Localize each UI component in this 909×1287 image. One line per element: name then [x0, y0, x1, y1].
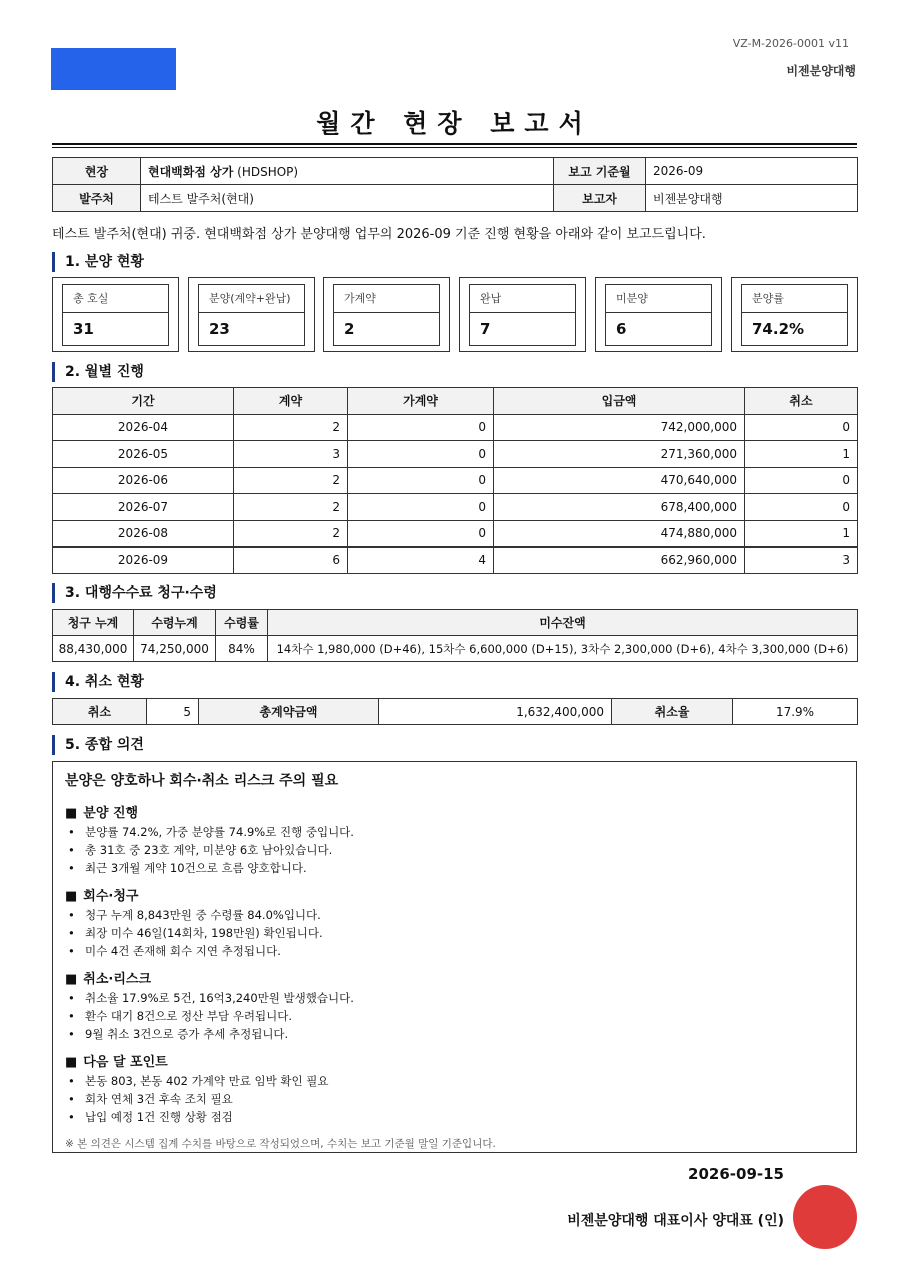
- signature-date: 2026-09-15: [688, 1165, 784, 1183]
- company-name: 비젠분양대행: [786, 64, 856, 78]
- opinion-headline: 분양은 양호하나 회수·취소 리스크 주의 필요: [65, 773, 339, 789]
- cancel-cell: 3: [745, 547, 858, 574]
- total-contract-label: 총계약금액: [199, 699, 379, 725]
- card-value: 6: [605, 312, 712, 346]
- title-divider: [52, 143, 857, 145]
- opinion-list: [65, 823, 844, 877]
- list-item: • 환수 대기 8건으로 정산 부담 우려됩니다.: [65, 1007, 844, 1025]
- period-label: 보고 기준월: [554, 158, 646, 185]
- fee-table: [52, 609, 858, 662]
- cancel-table: [52, 698, 858, 725]
- group-title-text: 다음 달 포인트: [83, 1055, 168, 1070]
- column-header: 수령률: [216, 610, 268, 636]
- provisional-cell: 4: [348, 547, 494, 574]
- monthly-table: [52, 387, 858, 574]
- list-item: • 취소율 17.9%로 5건, 16억3,240만원 발생했습니다.: [65, 989, 844, 1007]
- column-header: 청구 누계: [53, 610, 134, 636]
- card-sales-rate: [731, 277, 858, 352]
- list-item: • 본동 803, 본동 402 가계약 만료 임박 확인 필요: [65, 1072, 844, 1090]
- opinion-list: [65, 989, 844, 1043]
- signature-name: 비젠분양대행 대표이사 양대표 (인): [567, 1213, 784, 1229]
- received-total-cell: 74,250,000: [134, 636, 216, 662]
- card-value: 31: [62, 312, 169, 346]
- column-header: 기간: [53, 388, 234, 415]
- group-title-text: 취소·리스크: [83, 972, 152, 987]
- provisional-cell: 0: [348, 414, 494, 441]
- section-title-cancel: 4. 취소 현황: [52, 672, 144, 692]
- table-row: [53, 414, 858, 441]
- column-header: 가계약: [348, 388, 494, 415]
- list-item: • 최장 미수 46일(14회차, 198만원) 확인됩니다.: [65, 924, 844, 942]
- card-label: 미분양: [605, 284, 712, 312]
- cancel-count-label: 취소: [53, 699, 147, 725]
- contract-cell: 2: [234, 520, 348, 547]
- card-value: 23: [198, 312, 305, 346]
- deposit-cell: 662,960,000: [494, 547, 745, 574]
- table-row: [53, 467, 858, 494]
- list-item: • 회차 연체 3건 후속 조치 필요: [65, 1090, 844, 1108]
- card-label: 분양률: [741, 284, 848, 312]
- card-provisional: [323, 277, 450, 352]
- card-label: 가계약: [333, 284, 440, 312]
- provisional-cell: 0: [348, 441, 494, 468]
- client-label: 발주처: [53, 185, 141, 212]
- opinion-list: [65, 906, 844, 960]
- info-table: [52, 157, 858, 212]
- table-row: [53, 520, 858, 547]
- list-item: • 청구 누계 8,843만원 중 수령률 84.0%입니다.: [65, 906, 844, 924]
- list-item: • 최근 3개월 계약 10건으로 흐름 양호합니다.: [65, 859, 844, 877]
- outstanding-cell: 14차수 1,980,000 (D+46), 15차수 6,600,000 (D+15), 3차수 2,300,000 (D+6), 4차수 3,300,000 (D+6): [268, 636, 858, 662]
- section-title-opinion: 5. 종합 의견: [52, 735, 144, 755]
- reporter-label: 보고자: [554, 185, 646, 212]
- cancel-cell: 0: [745, 494, 858, 521]
- section-title-sales: 1. 분양 현황: [52, 252, 144, 272]
- deposit-cell: 271,360,000: [494, 441, 745, 468]
- list-item: • 납입 예정 1건 진행 상황 점검: [65, 1108, 844, 1126]
- opinion-group-title: [65, 1051, 844, 1070]
- card-label: 완납: [469, 284, 576, 312]
- cancel-cell: 0: [745, 467, 858, 494]
- group-title-text: 회수·청구: [83, 889, 139, 904]
- table-row: [53, 636, 858, 662]
- section-title-monthly: 2. 월별 진행: [52, 362, 144, 382]
- period-cell: 2026-05: [53, 441, 234, 468]
- contract-cell: 2: [234, 414, 348, 441]
- column-header: 미수잔액: [268, 610, 858, 636]
- opinion-box: [52, 761, 857, 1153]
- column-header: 취소: [745, 388, 858, 415]
- provisional-cell: 0: [348, 467, 494, 494]
- billed-total-cell: 88,430,000: [53, 636, 134, 662]
- list-item: • 미수 4건 존재해 회수 지연 추정됩니다.: [65, 942, 844, 960]
- card-value: 7: [469, 312, 576, 346]
- total-contract-value: 1,632,400,000: [379, 699, 612, 725]
- column-header: 계약: [234, 388, 348, 415]
- provisional-cell: 0: [348, 520, 494, 547]
- group-title-text: 분양 진행: [83, 806, 139, 821]
- card-label: 총 호실: [62, 284, 169, 312]
- page-title: 월간 현장 보고서: [316, 109, 593, 138]
- period-cell: 2026-08: [53, 520, 234, 547]
- deposit-cell: 742,000,000: [494, 414, 745, 441]
- opinion-list: [65, 1072, 844, 1126]
- deposit-cell: 678,400,000: [494, 494, 745, 521]
- card-unsold: [595, 277, 722, 352]
- receipt-rate-cell: 84%: [216, 636, 268, 662]
- period-cell: 2026-07: [53, 494, 234, 521]
- card-label: 분양(계약+완납): [198, 284, 305, 312]
- client-value: 테스트 발주처(현대): [141, 185, 554, 212]
- square-bullet-icon: ■: [65, 1055, 78, 1070]
- column-header: 수령누계: [134, 610, 216, 636]
- period-cell: 2026-09: [53, 547, 234, 574]
- title-divider-thin: [52, 147, 857, 148]
- contract-cell: 2: [234, 494, 348, 521]
- site-value: [141, 158, 554, 185]
- list-item: • 총 31호 중 23호 계약, 미분양 6호 남아있습니다.: [65, 841, 844, 859]
- cancel-cell: 1: [745, 520, 858, 547]
- card-paid-full: [459, 277, 586, 352]
- table-row: [53, 494, 858, 521]
- square-bullet-icon: ■: [65, 972, 78, 987]
- period-cell: 2026-06: [53, 467, 234, 494]
- section-title-fee: 3. 대행수수료 청구·수령: [52, 583, 217, 603]
- table-row: [53, 441, 858, 468]
- contract-cell: 6: [234, 547, 348, 574]
- opinion-group-title: [65, 802, 844, 821]
- sales-cards: [52, 277, 857, 352]
- site-name: 현대백화점 상가: [148, 164, 234, 179]
- seal-stamp: [793, 1185, 857, 1249]
- square-bullet-icon: ■: [65, 806, 78, 821]
- cancel-rate-value: 17.9%: [733, 699, 858, 725]
- table-row: [53, 547, 858, 574]
- cancel-cell: 1: [745, 441, 858, 468]
- column-header: 입금액: [494, 388, 745, 415]
- period-value: 2026-09: [646, 158, 858, 185]
- card-value: 2: [333, 312, 440, 346]
- intro-text: 테스트 발주처(현대) 귀중. 현대백화점 상가 분양대행 업무의 2026-09 기준 진행 현황을 아래와 같이 보고드립니다.: [52, 227, 706, 242]
- opinion-group-title: [65, 885, 844, 904]
- card-value: 74.2%: [741, 312, 848, 346]
- reporter-value: 비젠분양대행: [646, 185, 858, 212]
- cancel-count-value: 5: [147, 699, 199, 725]
- contract-cell: 2: [234, 467, 348, 494]
- period-cell: 2026-04: [53, 414, 234, 441]
- square-bullet-icon: ■: [65, 889, 78, 904]
- deposit-cell: 474,880,000: [494, 520, 745, 547]
- card-total-units: [52, 277, 179, 352]
- list-item: • 9월 취소 3건으로 증가 추세 추정됩니다.: [65, 1025, 844, 1043]
- deposit-cell: 470,640,000: [494, 467, 745, 494]
- opinion-group-title: [65, 968, 844, 987]
- list-item: • 분양률 74.2%, 가중 분양률 74.9%로 진행 중입니다.: [65, 823, 844, 841]
- provisional-cell: 0: [348, 494, 494, 521]
- document-code: VZ-M-2026-0001 v11: [732, 37, 849, 50]
- card-sold-units: [188, 277, 315, 352]
- contract-cell: 3: [234, 441, 348, 468]
- company-logo: [51, 48, 176, 90]
- site-label: 현장: [53, 158, 141, 185]
- site-code: (HDSHOP): [233, 164, 299, 179]
- cancel-rate-label: 취소율: [612, 699, 733, 725]
- opinion-note: ※ 본 의견은 시스템 집계 수치를 바탕으로 작성되었으며, 수치는 보고 기준월 말일 기준입니다.: [65, 1138, 496, 1150]
- cancel-cell: 0: [745, 414, 858, 441]
